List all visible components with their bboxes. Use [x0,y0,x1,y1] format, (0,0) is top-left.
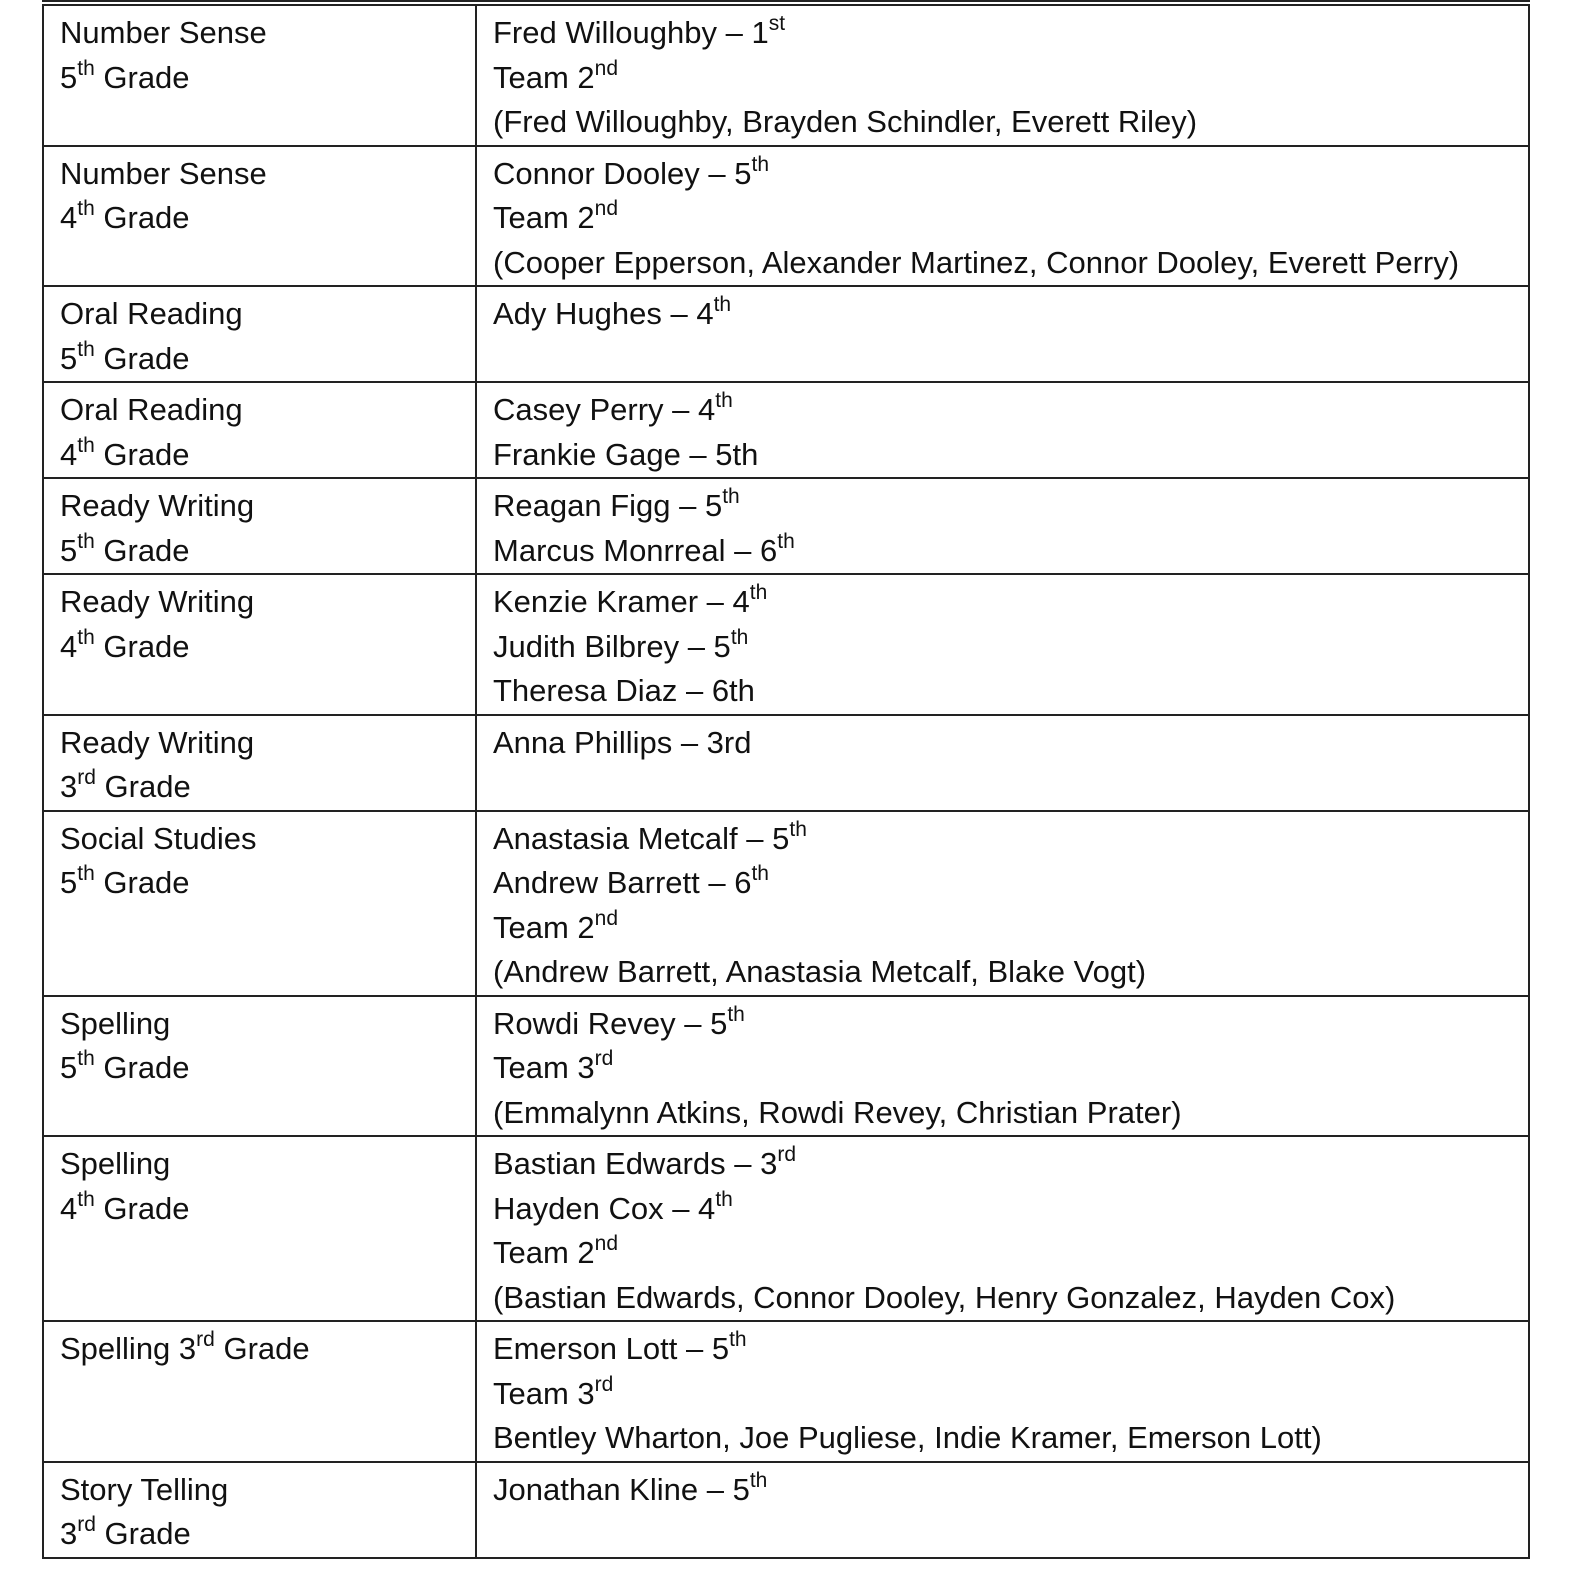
line-text: Story Telling [60,1471,229,1507]
results-cell-line [493,529,1513,574]
line-text-suffix: Grade [95,1516,191,1551]
results-cell-line [493,196,1513,241]
ordinal-suffix: nd [594,906,619,930]
table-row [43,382,1529,478]
ordinal-suffix: th [77,861,95,885]
results-cell [476,146,1529,287]
results-cell-line [493,484,1513,529]
ordinal-suffix: th [751,152,770,176]
line-text: (Andrew Barrett, Anastasia Metcalf, Blake Vogt) [493,954,1147,989]
ordinal-suffix: th [77,196,95,220]
event-cell-line [60,1046,460,1091]
ordinal-suffix: th [749,1468,768,1492]
ordinal-suffix: th [77,625,95,649]
results-cell [476,1321,1529,1462]
ordinal-suffix: rd [77,765,96,789]
results-cell [476,715,1529,811]
line-text: Team 3 [493,1375,595,1411]
results-cell [476,811,1529,996]
table-row [43,715,1529,811]
ordinal-suffix: nd [594,196,619,220]
line-text: Ready Writing [60,488,255,523]
line-text: Social Studies [60,820,257,856]
ordinal-suffix: th [77,1187,95,1211]
event-cell [43,1136,476,1321]
line-text-suffix: Grade [94,436,190,472]
event-cell-line [60,861,460,906]
ordinal-suffix: th [727,1002,745,1026]
event-cell-line [60,388,460,433]
line-text: Rowdi Revey – 5 [493,1005,728,1041]
line-text: Bentley Wharton, Joe Pugliese, Indie Kramer, Emerson Lott) [493,1420,1322,1455]
results-cell-line [493,1327,1513,1372]
results-cell-line [493,1002,1513,1047]
event-cell-line [60,433,460,478]
results-cell-line [493,56,1513,101]
event-cell-line [60,196,460,241]
ordinal-suffix: rd [777,1142,797,1166]
ordinal-suffix: th [729,1327,747,1351]
line-text-suffix: Grade [214,1331,310,1366]
line-text: Team 2 [493,200,595,235]
line-text: Team 2 [493,1235,595,1270]
event-cell [43,1321,476,1462]
line-text: Oral Reading [60,392,243,427]
event-cell-line [60,56,460,101]
ordinal-suffix: th [715,1187,733,1211]
results-cell-line [493,1046,1513,1091]
line-text-suffix: Grade [94,200,190,235]
line-text: (Bastian Edwards, Connor Dooley, Henry Gonzalez, Hayden Cox) [493,1279,1396,1315]
line-text: Ready Writing [60,724,255,760]
table-row [43,1462,1529,1558]
line-text: Anastasia Metcalf – 5 [493,820,790,856]
results-cell-line [493,1142,1513,1187]
line-text: 5 [60,532,78,568]
line-text: 5 [60,1050,78,1085]
line-text: 5 [60,59,78,95]
event-cell-line [60,721,460,766]
line-text: Team 2 [493,59,595,95]
results-cell [476,1136,1529,1321]
results-cell-line [493,861,1513,906]
results-cell-line [493,1468,1513,1513]
results-cell-line [493,1276,1513,1321]
line-text: Judith Bilbrey – 5 [493,628,731,664]
table-row [43,5,1529,146]
line-text: Team 2 [493,909,595,945]
results-cell-line [493,241,1513,286]
ordinal-suffix: rd [594,1046,614,1070]
event-cell-line [60,817,460,862]
line-text: Theresa Diaz – 6th [493,673,755,708]
ordinal-suffix: th [77,337,95,361]
line-text-suffix: Grade [95,769,191,804]
line-text: Spelling 3 [60,1331,197,1366]
results-cell [476,478,1529,574]
event-cell-line [60,765,460,810]
line-text: 5 [60,340,78,376]
ordinal-suffix: nd [594,1231,619,1255]
event-cell-line [60,11,460,56]
event-cell-line [60,625,460,670]
results-body [43,5,1529,1558]
line-text: 4 [60,628,78,664]
results-cell-line [493,817,1513,862]
line-text: Oral Reading [60,296,243,331]
event-cell-line [60,484,460,529]
line-text: 4 [60,436,78,472]
event-cell-line [60,529,460,574]
results-cell [476,5,1529,146]
ordinal-suffix: th [77,56,95,80]
event-cell-line [60,1512,460,1557]
ordinal-suffix: rd [594,1372,614,1396]
event-cell-line [60,580,460,625]
line-text: 4 [60,1190,78,1226]
results-cell-line [493,433,1513,478]
results-cell-line [493,1091,1513,1136]
ordinal-suffix: th [77,433,95,457]
line-text: Number Sense [60,155,267,191]
table-row [43,1136,1529,1321]
table-top-rule [42,0,1530,2]
ordinal-suffix: th [730,625,749,649]
line-text-suffix: Grade [94,628,190,664]
results-cell-line [493,580,1513,625]
line-text: (Emmalynn Atkins, Rowdi Revey, Christian Prater) [493,1094,1182,1130]
event-cell [43,5,476,146]
line-text-suffix: Grade [94,532,190,568]
results-cell-line [493,669,1513,714]
event-cell-line [60,1327,460,1372]
line-text: Marcus Monrreal – 6 [493,532,778,568]
results-cell-line [493,1231,1513,1276]
line-text: 3 [60,1516,78,1551]
line-text: (Cooper Epperson, Alexander Martinez, Connor Dooley, Everett Perry) [493,244,1460,280]
line-text: Frankie Gage – 5th [493,436,759,472]
ordinal-suffix: th [749,580,768,604]
table-row [43,996,1529,1137]
table-row [43,286,1529,382]
line-text-suffix: Grade [94,59,190,95]
event-cell [43,382,476,478]
ordinal-suffix: th [777,529,795,553]
line-text: Spelling [60,1005,171,1041]
results-cell-line [493,100,1513,145]
line-text: (Fred Willoughby, Brayden Schindler, Everett Riley) [493,104,1198,139]
line-text: Ady Hughes – 4 [493,296,714,331]
line-text: Emerson Lott – 5 [493,1331,730,1366]
results-cell [476,1462,1529,1558]
line-text: Number Sense [60,15,267,50]
event-cell [43,574,476,715]
ordinal-suffix: th [77,1046,95,1070]
results-cell-line [493,950,1513,995]
line-text: Jonathan Kline – 5 [493,1471,750,1507]
event-cell [43,715,476,811]
results-cell-line [493,1187,1513,1232]
line-text: Kenzie Kramer – 4 [493,584,750,619]
ordinal-suffix: th [751,861,769,885]
line-text: Anna Phillips – 3rd [493,724,752,760]
line-text: Reagan Figg – 5 [493,488,723,523]
line-text: Connor Dooley – 5 [493,155,752,191]
table-row [43,1321,1529,1462]
ordinal-suffix: th [77,529,95,553]
event-cell-line [60,337,460,382]
results-table [42,4,1530,1559]
line-text: Bastian Edwards – 3 [493,1146,778,1181]
event-cell-line [60,1187,460,1232]
line-text: 4 [60,200,78,235]
event-cell [43,811,476,996]
ordinal-suffix: nd [594,56,619,80]
results-cell [476,996,1529,1137]
event-cell-line [60,1468,460,1513]
results-cell-line [493,1372,1513,1417]
line-text: Fred Willoughby – 1 [493,15,769,50]
event-cell-line [60,292,460,337]
event-cell [43,286,476,382]
results-cell-line [493,11,1513,56]
ordinal-suffix: th [722,484,740,508]
results-cell [476,574,1529,715]
line-text: Andrew Barrett – 6 [493,865,752,900]
results-cell-line [493,625,1513,670]
event-cell [43,146,476,287]
ordinal-suffix: st [768,11,786,35]
table-row [43,811,1529,996]
line-text: 3 [60,769,78,804]
results-cell [476,286,1529,382]
event-cell-line [60,1142,460,1187]
ordinal-suffix: rd [77,1512,96,1536]
table-row [43,146,1529,287]
results-cell [476,382,1529,478]
table-row [43,478,1529,574]
line-text-suffix: Grade [94,865,190,900]
table-row [43,574,1529,715]
line-text-suffix: Grade [94,1190,190,1226]
event-cell [43,996,476,1137]
line-text: Ready Writing [60,584,255,619]
results-cell-line [493,1416,1513,1461]
results-cell-line [493,292,1513,337]
line-text: Team 3 [493,1050,595,1085]
event-cell-line [60,1002,460,1047]
line-text: 5 [60,865,78,900]
ordinal-suffix: rd [196,1327,215,1351]
event-cell [43,478,476,574]
event-cell-line [60,152,460,197]
line-text: Casey Perry – 4 [493,392,716,427]
results-cell-line [493,388,1513,433]
ordinal-suffix: th [713,292,732,316]
line-text-suffix: Grade [94,340,190,376]
results-cell-line [493,152,1513,197]
results-cell-line [493,721,1513,766]
line-text: Hayden Cox – 4 [493,1190,716,1226]
ordinal-suffix: th [789,817,807,841]
results-cell-line [493,906,1513,951]
line-text-suffix: Grade [94,1050,190,1085]
event-cell [43,1462,476,1558]
line-text: Spelling [60,1146,171,1181]
ordinal-suffix: th [715,388,733,412]
